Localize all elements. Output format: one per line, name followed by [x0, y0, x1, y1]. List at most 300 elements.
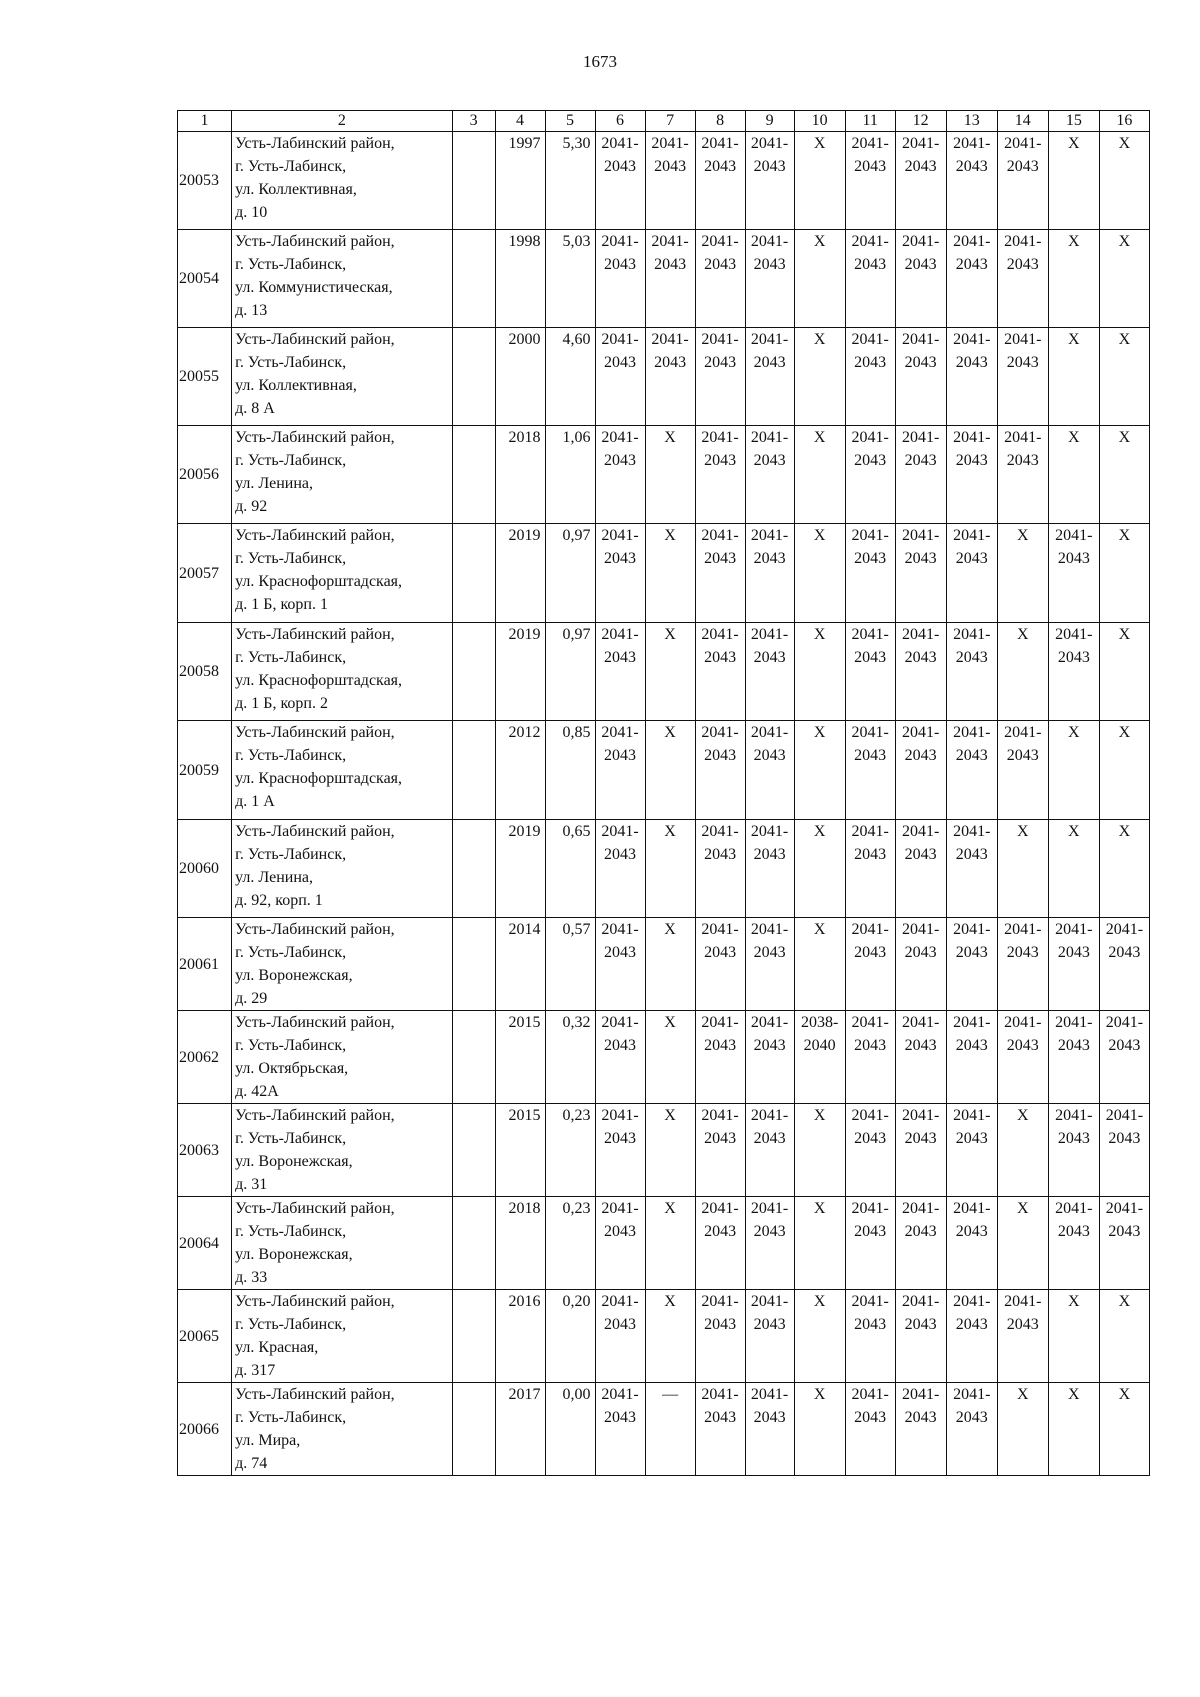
value-cell: 0,57: [545, 918, 595, 1011]
table-row: [178, 1011, 1150, 1104]
period-part: 2043: [1108, 1130, 1141, 1147]
period-part: 2043: [704, 944, 737, 961]
period-part: 2043: [904, 1130, 937, 1147]
address-line: г. Усть-Лабинск,: [235, 354, 347, 371]
address-line: ул. Коллективная,: [235, 377, 357, 394]
address-line: ул. Краснофорштадская,: [235, 770, 403, 787]
period-part: 2041-: [601, 331, 639, 348]
period-part: 2041-: [902, 1014, 940, 1031]
table-row: [178, 1383, 1150, 1476]
period-part: 2038-: [800, 1014, 839, 1031]
empty-cell: [452, 1197, 495, 1290]
empty-cell: [452, 230, 495, 328]
period-part: 2043: [955, 354, 988, 371]
record-id-cell: 20061: [178, 918, 232, 1011]
address-cell: [232, 1290, 453, 1383]
period-part: 2043: [604, 1409, 637, 1426]
period-part: 2043: [753, 747, 786, 764]
period-cell: X: [794, 426, 845, 524]
period-cell: [946, 524, 997, 623]
record-id-cell: 20059: [178, 721, 232, 820]
period-cell: [946, 918, 997, 1011]
period-cell: [595, 524, 645, 623]
value-cell: 0,85: [545, 721, 595, 820]
address-line: ул. Ленина,: [235, 475, 314, 492]
period-part: 2041-: [851, 1107, 889, 1124]
period-part: 2043: [854, 747, 887, 764]
value-cell: 0,00: [545, 1383, 595, 1476]
period-cell: X: [645, 918, 695, 1011]
period-cell: [895, 1104, 946, 1197]
period-cell: X: [645, 524, 695, 623]
table-row: [178, 1290, 1150, 1383]
address-line: г. Усть-Лабинск,: [235, 747, 347, 764]
period-part: 2043: [1006, 944, 1039, 961]
period-part: 2043: [904, 158, 937, 175]
period-cell: [695, 426, 745, 524]
period-part: 2041-: [902, 1200, 940, 1217]
record-id-cell: 20063: [178, 1104, 232, 1197]
period-cell: X: [1099, 524, 1149, 623]
period-part: 2043: [904, 1037, 937, 1054]
period-part: 2043: [904, 649, 937, 666]
period-part: 2041-: [1004, 724, 1042, 741]
period-cell: [595, 918, 645, 1011]
period-part: 2043: [753, 354, 786, 371]
period-cell: [997, 918, 1048, 1011]
period-part: 2041-: [601, 1200, 639, 1217]
period-part: 2043: [654, 158, 687, 175]
period-part: 2041-: [953, 823, 991, 840]
column-number-header: 9: [745, 111, 794, 132]
period-part: 2041-: [750, 823, 789, 840]
period-part: 2041-: [701, 1293, 739, 1310]
period-cell: [745, 820, 794, 918]
period-cell: [695, 1104, 745, 1197]
period-part: 2041-: [1055, 626, 1093, 643]
period-cell: X: [1048, 1290, 1099, 1383]
column-number-header: 2: [232, 111, 453, 132]
table-row: [178, 1197, 1150, 1290]
period-cell: X: [1048, 820, 1099, 918]
period-cell: [946, 1197, 997, 1290]
period-cell: X: [1099, 721, 1149, 820]
address-line: г. Усть-Лабинск,: [235, 550, 347, 567]
period-cell: X: [645, 426, 695, 524]
period-cell: [794, 1011, 845, 1104]
period-part: 2043: [854, 649, 887, 666]
period-part: 2041-: [953, 1200, 991, 1217]
period-part: 2043: [604, 158, 637, 175]
period-cell: [946, 132, 997, 230]
period-part: 2041-: [750, 1107, 789, 1124]
period-part: 2041-: [902, 823, 940, 840]
address-cell: [232, 721, 453, 820]
period-part: 2043: [604, 649, 637, 666]
period-cell: [946, 623, 997, 721]
period-part: 2043: [753, 1223, 786, 1240]
period-cell: [997, 132, 1048, 230]
year-cell: 2018: [495, 1197, 545, 1290]
period-cell: [745, 721, 794, 820]
year-cell: 2019: [495, 524, 545, 623]
period-part: 2043: [1006, 354, 1039, 371]
period-part: 2041-: [902, 527, 940, 544]
period-cell: [595, 1011, 645, 1104]
address-line: ул. Воронежская,: [235, 1246, 353, 1263]
period-part: 2043: [854, 1037, 887, 1054]
value-cell: 0,65: [545, 820, 595, 918]
address-cell: [232, 132, 453, 230]
address-line: д. 317: [235, 1362, 276, 1379]
period-part: 2043: [753, 256, 786, 273]
period-part: 2043: [904, 747, 937, 764]
value-cell: 0,32: [545, 1011, 595, 1104]
empty-cell: [452, 623, 495, 721]
address-cell: [232, 328, 453, 426]
period-cell: X: [1099, 132, 1149, 230]
period-part: 2041-: [1105, 921, 1144, 938]
period-cell: X: [794, 820, 845, 918]
empty-cell: [452, 426, 495, 524]
period-part: 2041-: [701, 823, 739, 840]
table-row: [178, 524, 1150, 623]
period-cell: [1048, 1104, 1099, 1197]
period-part: 2041-: [701, 233, 739, 250]
address-cell: [232, 918, 453, 1011]
period-cell: [745, 918, 794, 1011]
period-cell: X: [794, 132, 845, 230]
year-cell: 2019: [495, 623, 545, 721]
period-part: 2043: [604, 1316, 637, 1333]
year-cell: 2014: [495, 918, 545, 1011]
period-cell: [997, 1290, 1048, 1383]
record-id-cell: 20053: [178, 132, 232, 230]
period-part: 2041-: [651, 233, 689, 250]
period-part: 2043: [753, 649, 786, 666]
period-part: 2043: [854, 846, 887, 863]
period-part: 2041-: [953, 921, 991, 938]
address-line: д. 10: [235, 204, 268, 221]
period-part: 2043: [753, 550, 786, 567]
period-part: 2041-: [1055, 527, 1093, 544]
period-part: 2043: [1057, 944, 1090, 961]
period-part: 2043: [753, 158, 786, 175]
period-cell: [845, 230, 895, 328]
period-cell: [946, 1011, 997, 1104]
column-number-header: 5: [545, 111, 595, 132]
period-part: 2043: [854, 1316, 887, 1333]
empty-cell: [452, 820, 495, 918]
period-part: 2043: [604, 1223, 637, 1240]
period-part: 2041-: [750, 429, 789, 446]
year-cell: 1998: [495, 230, 545, 328]
period-part: 2041-: [750, 1293, 789, 1310]
address-line: ул. Воронежская,: [235, 967, 353, 984]
period-part: 2041-: [701, 1107, 739, 1124]
period-cell: [895, 230, 946, 328]
period-part: 2043: [704, 1037, 737, 1054]
period-cell: [895, 1011, 946, 1104]
period-part: 2041-: [1105, 1107, 1144, 1124]
period-part: 2043: [1057, 649, 1090, 666]
year-cell: 2016: [495, 1290, 545, 1383]
period-part: 2041-: [902, 135, 940, 152]
period-part: 2043: [955, 1130, 988, 1147]
period-part: 2041-: [902, 233, 940, 250]
table-row: [178, 132, 1150, 230]
empty-cell: [452, 524, 495, 623]
period-part: 2041-: [750, 331, 789, 348]
empty-cell: [452, 721, 495, 820]
period-cell: X: [645, 820, 695, 918]
period-part: 2041-: [750, 921, 789, 938]
period-cell: [946, 426, 997, 524]
period-cell: X: [794, 1290, 845, 1383]
period-part: 2043: [854, 452, 887, 469]
column-number-header: 14: [997, 111, 1048, 132]
period-cell: [895, 132, 946, 230]
column-number-header: 1: [178, 111, 232, 132]
period-cell: X: [1048, 132, 1099, 230]
period-part: 2041-: [851, 626, 889, 643]
address-line: ул. Ленина,: [235, 869, 314, 886]
period-part: 2043: [1057, 1223, 1090, 1240]
address-line: ул. Краснофорштадская,: [235, 672, 403, 689]
period-part: 2041-: [851, 429, 889, 446]
period-part: 2041-: [750, 1200, 789, 1217]
period-cell: [1099, 918, 1149, 1011]
address-line: д. 1 Б, корп. 1: [235, 596, 328, 613]
value-cell: 0,97: [545, 524, 595, 623]
period-part: 2041-: [601, 626, 639, 643]
period-cell: [845, 1104, 895, 1197]
period-part: 2043: [1006, 158, 1039, 175]
address-line: Усть-Лабинский район,: [235, 331, 395, 348]
value-cell: 5,03: [545, 230, 595, 328]
period-cell: [695, 1383, 745, 1476]
address-line: д. 31: [235, 1176, 268, 1193]
period-part: 2043: [955, 944, 988, 961]
empty-cell: [452, 1383, 495, 1476]
period-cell: [845, 1290, 895, 1383]
period-cell: [946, 230, 997, 328]
period-cell: [595, 820, 645, 918]
period-part: 2043: [753, 1037, 786, 1054]
period-part: 2041-: [953, 331, 991, 348]
period-part: 2043: [704, 452, 737, 469]
period-cell: [595, 623, 645, 721]
period-part: 2041-: [851, 527, 889, 544]
period-cell: [1048, 524, 1099, 623]
period-cell: [695, 623, 745, 721]
year-cell: 1997: [495, 132, 545, 230]
period-part: 2041-: [851, 233, 889, 250]
record-id-cell: 20056: [178, 426, 232, 524]
period-part: 2041-: [701, 921, 739, 938]
empty-cell: [452, 1290, 495, 1383]
period-part: 2043: [604, 944, 637, 961]
period-cell: X: [645, 623, 695, 721]
period-cell: [845, 524, 895, 623]
address-cell: [232, 524, 453, 623]
period-part: 2041-: [701, 429, 739, 446]
address-line: г. Усть-Лабинск,: [235, 1316, 347, 1333]
period-cell: [695, 918, 745, 1011]
period-cell: [595, 132, 645, 230]
period-part: 2041-: [601, 921, 639, 938]
period-part: 2043: [1006, 747, 1039, 764]
period-cell: X: [794, 328, 845, 426]
period-cell: [845, 820, 895, 918]
period-part: 2043: [955, 256, 988, 273]
address-cell: [232, 1383, 453, 1476]
period-cell: [946, 820, 997, 918]
period-cell: X: [1048, 721, 1099, 820]
address-line: г. Усть-Лабинск,: [235, 1223, 347, 1240]
address-cell: [232, 1011, 453, 1104]
address-line: Усть-Лабинский район,: [235, 1014, 395, 1031]
period-part: 2041-: [601, 135, 639, 152]
address-line: Усть-Лабинский район,: [235, 429, 395, 446]
year-cell: 2000: [495, 328, 545, 426]
period-cell: [997, 426, 1048, 524]
address-line: Усть-Лабинский район,: [235, 1107, 395, 1124]
address-line: ул. Коллективная,: [235, 181, 357, 198]
period-part: 2041-: [750, 724, 789, 741]
period-part: 2041-: [701, 1386, 739, 1403]
period-part: 2043: [854, 1130, 887, 1147]
period-part: 2041-: [750, 135, 789, 152]
address-line: Усть-Лабинский район,: [235, 527, 395, 544]
period-part: 2043: [1108, 1223, 1141, 1240]
period-cell: X: [794, 524, 845, 623]
address-line: ул. Октябрьская,: [235, 1060, 349, 1077]
record-id-cell: 20057: [178, 524, 232, 623]
period-cell: X: [1099, 1290, 1149, 1383]
period-part: 2043: [1108, 944, 1141, 961]
address-line: ул. Воронежская,: [235, 1153, 353, 1170]
period-part: 2041-: [601, 724, 639, 741]
empty-cell: [452, 918, 495, 1011]
period-cell: [595, 1197, 645, 1290]
column-number-header: 12: [895, 111, 946, 132]
period-cell: X: [997, 1197, 1048, 1290]
period-cell: [695, 524, 745, 623]
value-cell: 0,23: [545, 1197, 595, 1290]
address-line: Усть-Лабинский район,: [235, 1293, 395, 1310]
period-part: 2043: [1057, 1130, 1090, 1147]
period-cell: [745, 426, 794, 524]
period-cell: [645, 328, 695, 426]
period-part: 2043: [654, 354, 687, 371]
column-number-header: 11: [845, 111, 895, 132]
year-cell: 2015: [495, 1011, 545, 1104]
period-part: 2043: [704, 747, 737, 764]
column-number-header-row: [178, 111, 1150, 132]
period-part: 2041-: [953, 1014, 991, 1031]
record-id-cell: 20064: [178, 1197, 232, 1290]
period-part: 2041-: [851, 921, 889, 938]
column-number-header: 7: [645, 111, 695, 132]
period-part: 2041-: [1004, 1014, 1042, 1031]
period-cell: [845, 623, 895, 721]
period-cell: X: [645, 1104, 695, 1197]
period-cell: [595, 230, 645, 328]
period-cell: X: [645, 1290, 695, 1383]
period-cell: X: [997, 820, 1048, 918]
period-cell: [997, 328, 1048, 426]
period-part: 2043: [955, 452, 988, 469]
period-part: 2041-: [953, 724, 991, 741]
empty-cell: [452, 1011, 495, 1104]
period-part: 2041-: [953, 429, 991, 446]
period-cell: [946, 1104, 997, 1197]
period-cell: X: [1048, 1383, 1099, 1476]
address-line: д. 13: [235, 302, 268, 319]
period-part: 2041-: [902, 331, 940, 348]
period-part: 2041-: [851, 724, 889, 741]
period-part: 2041-: [601, 527, 639, 544]
period-cell: [745, 1383, 794, 1476]
period-cell: [595, 1290, 645, 1383]
period-part: 2041-: [701, 626, 739, 643]
period-cell: X: [1099, 623, 1149, 721]
period-part: 2043: [904, 1409, 937, 1426]
period-cell: X: [794, 230, 845, 328]
period-part: 2041-: [750, 527, 789, 544]
period-cell: [895, 1383, 946, 1476]
period-part: 2043: [904, 256, 937, 273]
address-line: Усть-Лабинский район,: [235, 626, 395, 643]
period-cell: [745, 1290, 794, 1383]
period-cell: [997, 721, 1048, 820]
address-line: Усть-Лабинский район,: [235, 1386, 395, 1403]
period-part: 2041-: [701, 331, 739, 348]
address-line: г. Усть-Лабинск,: [235, 846, 347, 863]
period-part: 2043: [704, 649, 737, 666]
period-cell: [845, 328, 895, 426]
table-row: [178, 426, 1150, 524]
record-id-cell: 20054: [178, 230, 232, 328]
record-id-cell: 20055: [178, 328, 232, 426]
table-row: [178, 918, 1150, 1011]
period-part: 2043: [955, 1223, 988, 1240]
period-part: 2043: [854, 354, 887, 371]
period-part: 2043: [604, 1130, 637, 1147]
period-part: 2043: [704, 1316, 737, 1333]
period-cell: [845, 426, 895, 524]
period-part: 2043: [604, 256, 637, 273]
period-part: 2043: [1057, 550, 1090, 567]
period-cell: [845, 132, 895, 230]
period-cell: [845, 1197, 895, 1290]
period-part: 2041-: [953, 135, 991, 152]
period-part: 2041-: [651, 331, 689, 348]
period-cell: [1099, 1011, 1149, 1104]
address-line: г. Усть-Лабинск,: [235, 944, 347, 961]
period-part: 2041-: [601, 1014, 639, 1031]
period-part: 2043: [904, 550, 937, 567]
period-cell: [695, 328, 745, 426]
period-cell: [895, 328, 946, 426]
period-part: 2043: [955, 649, 988, 666]
period-part: 2041-: [851, 135, 889, 152]
period-part: 2041-: [701, 1014, 739, 1031]
period-cell: [745, 1197, 794, 1290]
value-cell: 0,23: [545, 1104, 595, 1197]
address-line: Усть-Лабинский район,: [235, 135, 395, 152]
